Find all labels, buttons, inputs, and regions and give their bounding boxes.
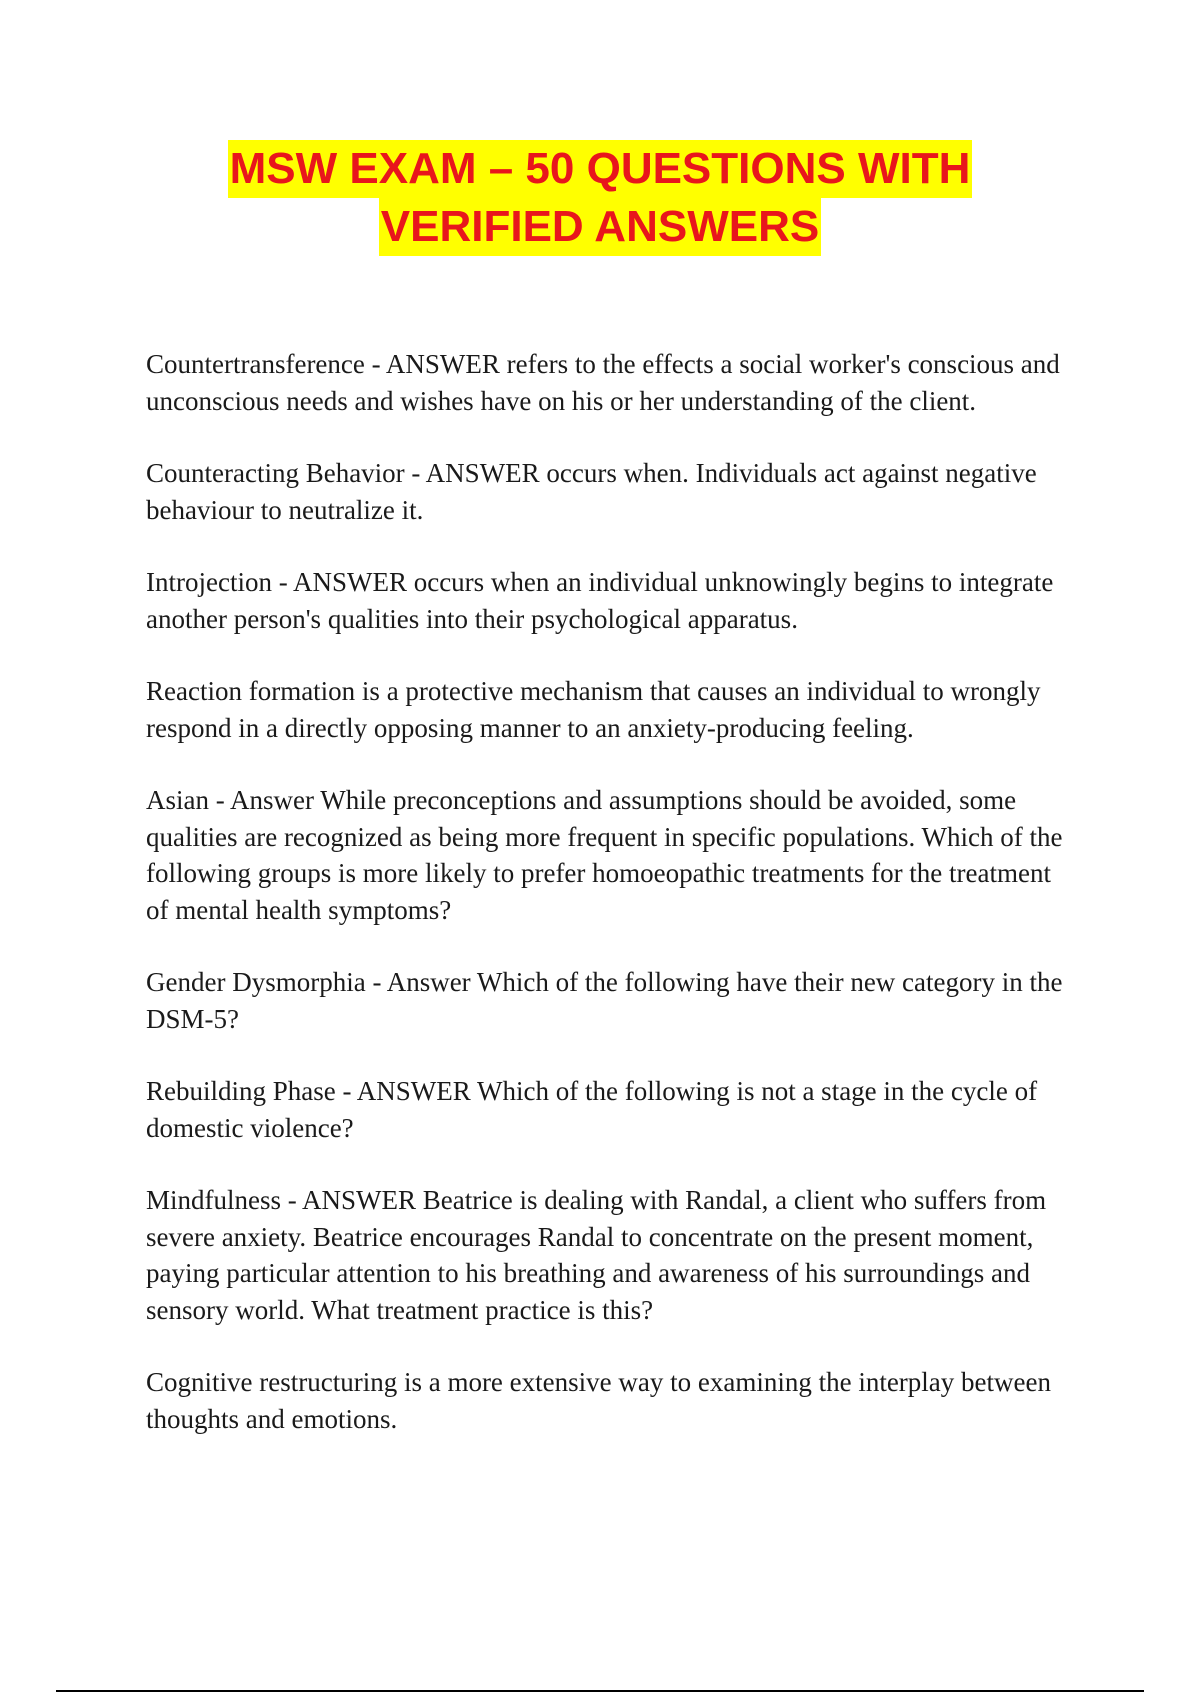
qa-paragraph: Cognitive restructuring is a more extensive way to examining the interplay between thoughts and emotions.: [146, 1367, 1051, 1434]
qa-paragraph: Introjection - ANSWER occurs when an individual unknowingly begins to integrate another person's qualities into their psychological apparatus.: [146, 567, 1054, 634]
qa-paragraph: Rebuilding Phase - ANSWER Which of the following is not a stage in the cycle of domestic violence?: [146, 1076, 1038, 1143]
page-title: [0, 140, 1200, 256]
title-line-2: VERIFIED ANSWERS: [379, 198, 821, 256]
qa-paragraph: Counteracting Behavior - ANSWER occurs when. Individuals act against negative behaviour to neutralize it.: [146, 458, 1037, 525]
footer-divider: [56, 1690, 1144, 1692]
qa-paragraph: Gender Dysmorphia - Answer Which of the following have their new category in the DSM-5?: [146, 967, 1063, 1034]
qa-paragraph: Asian - Answer While preconceptions and assumptions should be avoided, some qualities are recognized as being more frequent in specific populations. Which of the following groups is more likely to prefer homoeopathic treatments for the treatment of mental health symptoms?: [146, 785, 1063, 925]
qa-paragraph: Mindfulness - ANSWER Beatrice is dealing with Randal, a client who suffers from severe anxiety. Beatrice encourages Randal to concentrate on the present moment, paying particular attention to his breathing and awareness of his surroundings and sensory world. What treatment practice is this?: [146, 1185, 1047, 1325]
qa-paragraph: Reaction formation is a protective mechanism that causes an individual to wrongly respond in a directly opposing manner to an anxiety-producing feeling.: [146, 676, 1041, 743]
title-line-1: MSW EXAM – 50 QUESTIONS WITH: [228, 140, 973, 198]
question-list: [146, 346, 1066, 1473]
qa-paragraph: Countertransference - ANSWER refers to the effects a social worker's conscious and unconscious needs and wishes have on his or her understanding of the client.: [146, 349, 1060, 416]
